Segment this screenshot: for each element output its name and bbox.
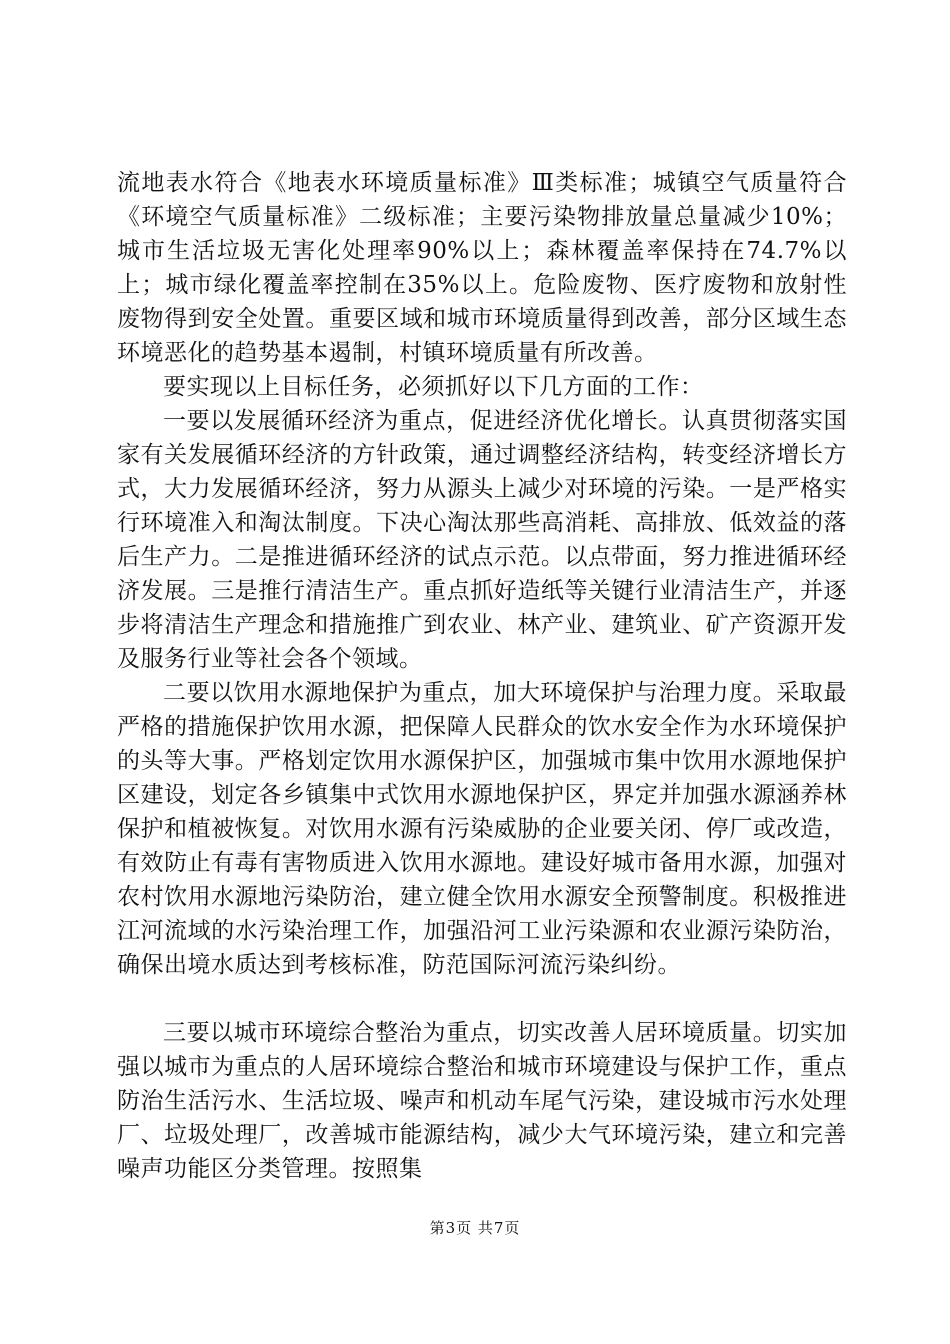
document-body [117,166,847,1186]
paragraph-urban-environment: 三要以城市环境综合整治为重点，切实改善人居环境质量。切实加强以城市为重点的人居环境综合整治和城市环境建设与保护工作，重点防治生活污水、生活垃圾、噪声和机动车尾气污染，建设城市污水处理厂、垃圾处理厂，改善城市能源结构，减少大气环境污染，建立和完善噪声功能区分类管理。按照集 [117,1020,847,1182]
paragraph-circular-economy: 一要以发展循环经济为重点，促进经济优化增长。认真贯彻落实国家有关发展循环经济的方针政策，通过调整经济结构，转变经济增长方式，大力发展循环经济，努力从源头上减少对环境的污染。一是严格实行环境准入和淘汰制度。下决心淘汰那些高消耗、高排放、低效益的落后生产力。二是推进循环经济的试点示范。以点带面，努力推进循环经济发展。三是推行清洁生产。重点抓好造纸等关键行业清洁生产，并逐步将清洁生产理念和措施推广到农业、林产业、建筑业、矿产资源开发及服务行业等社会各个领域。 [117,408,847,672]
paragraph-targets-continued: 流地表水符合《地表水环境质量标准》Ⅲ类标准；城镇空气质量符合《环境空气质量标准》二级标准；主要污染物排放量总量减少10%；城市生活垃圾无害化处理率90%以上；森林覆盖率保持在74.7%以上；城市绿化覆盖率控制在35%以上。危险废物、医疗废物和放射性废物得到安全处置。重要区域和城市环境质量得到改善，部分区域生态环境恶化的趋势基本遏制，村镇环境质量有所改善。 [117,170,847,366]
page-number-footer: 第3页 共7页 [429,1219,521,1237]
paragraph-spacer [117,982,847,1016]
paragraph-drinking-water: 二要以饮用水源地保护为重点，加大环境保护与治理力度。采取最严格的措施保护饮用水源，把保障人民群众的饮水安全作为水环境保护的头等大事。严格划定饮用水源保护区，加强城市集中饮用水源地保护区建设，划定各乡镇集中式饮用水源地保护区，界定并加强水源涵养林保护和植被恢复。对饮用水源有污染威胁的企业要关闭、停厂或改造，有效防止有毒有害物质进入饮用水源地。建设好城市备用水源，加强对农村饮用水源地污染防治，建立健全饮用水源安全预警制度。积极推进江河流域的水污染治理工作，加强沿河工业污染源和农业源污染防治，确保出境水质达到考核标准，防范国际河流污染纠纷。 [117,680,847,978]
paragraph-intro-tasks: 要实现以上目标任务，必须抓好以下几方面的工作： [163,374,704,400]
